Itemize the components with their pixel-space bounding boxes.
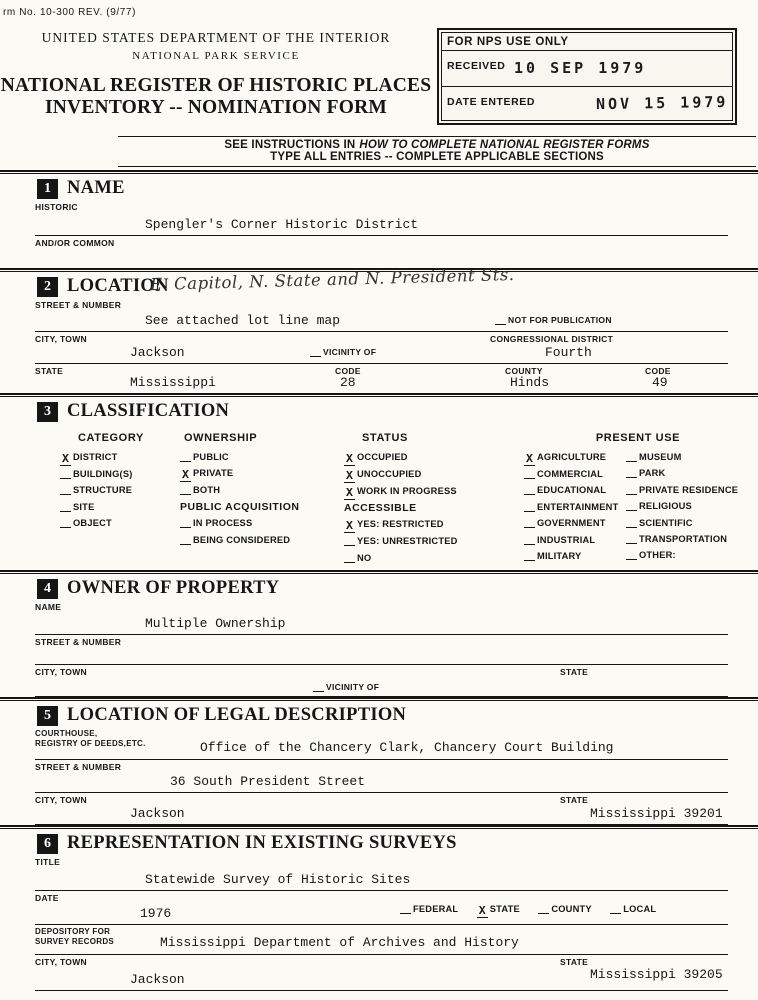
federal-checkbox xyxy=(400,903,411,914)
received-label: RECEIVED xyxy=(447,60,506,72)
courthouse-label-line2: REGISTRY OF DEEDS,ETC. xyxy=(35,739,146,748)
being-considered-mark xyxy=(180,534,191,545)
occupied-label: OCCUPIED xyxy=(357,452,408,462)
checkbox-government xyxy=(524,515,626,531)
section-3-title: CLASSIFICATION xyxy=(67,401,230,421)
vicinity-of-option xyxy=(310,346,376,357)
section-5-number: 5 xyxy=(37,706,58,726)
transportation-mark xyxy=(626,533,637,544)
received-row xyxy=(442,51,732,87)
scientific-mark xyxy=(626,517,637,528)
survey-date-field xyxy=(35,891,728,925)
owner-vicinity-label: VICINITY OF xyxy=(326,682,380,692)
common-name-field xyxy=(35,236,728,268)
survey-title-field xyxy=(35,855,728,891)
category-header: CATEGORY xyxy=(78,432,144,444)
classification-grid xyxy=(60,432,752,566)
district-mark: X xyxy=(61,453,70,466)
occupied-mark: X xyxy=(345,453,354,466)
in-process-label: IN PROCESS xyxy=(193,518,253,529)
form-title-line1: NATIONAL REGISTER OF HISTORIC PLACES xyxy=(0,75,432,96)
county-checkbox xyxy=(538,903,549,914)
legal-city-label: CITY, TOWN xyxy=(35,795,87,805)
agriculture-mark: X xyxy=(525,453,534,466)
private-residence-mark xyxy=(626,484,637,495)
federal-label: FEDERAL xyxy=(413,904,459,914)
county-code-label: CODE xyxy=(645,366,671,376)
private-mark: X xyxy=(181,469,190,483)
section-legal-description xyxy=(0,697,758,825)
local-option-label: LOCAL xyxy=(623,904,657,914)
date-entered-label: DATE ENTERED xyxy=(447,96,536,108)
vicinity-of-checkbox xyxy=(310,346,321,357)
other-label: OTHER: xyxy=(639,550,676,561)
military-mark xyxy=(524,550,535,561)
district-label: DISTRICT xyxy=(73,452,118,462)
checkbox-transportation xyxy=(626,531,752,547)
checkbox-commercial xyxy=(524,466,626,482)
instructions-manual-title: HOW TO COMPLETE NATIONAL REGISTER FORMS xyxy=(359,139,650,151)
object-mark xyxy=(60,517,71,528)
checkbox-work-in-progress xyxy=(344,483,524,500)
structure-label: STRUCTURE xyxy=(73,485,133,496)
religious-label: RELIGIOUS xyxy=(639,501,692,512)
industrial-mark xyxy=(524,534,535,545)
agriculture-label: AGRICULTURE xyxy=(537,452,607,462)
nps-box-inner xyxy=(441,32,733,121)
educational-label: EDUCATIONAL xyxy=(537,485,607,496)
legal-street-label: STREET & NUMBER xyxy=(35,762,122,772)
historic-name-field xyxy=(35,200,728,236)
checkbox-scientific xyxy=(626,515,752,531)
owner-name-value: Multiple Ownership xyxy=(145,616,286,631)
county-label: COUNTY xyxy=(505,366,543,376)
ownership-header: OWNERSHIP xyxy=(184,432,258,444)
section-6-number: 6 xyxy=(37,834,58,854)
nps-box-title-row xyxy=(442,33,732,51)
public-label: PUBLIC xyxy=(193,452,229,462)
owner-street-field xyxy=(35,635,728,665)
owner-vicinity-checkbox xyxy=(313,681,324,692)
checkbox-museum xyxy=(626,449,752,465)
state-code-value: 28 xyxy=(340,375,356,390)
buildings-mark xyxy=(60,468,71,479)
survey-title-label: TITLE xyxy=(35,857,61,867)
city-town-field xyxy=(35,332,728,364)
owner-street-label: STREET & NUMBER xyxy=(35,637,122,647)
survey-title-value: Statewide Survey of Historic Sites xyxy=(145,872,411,887)
being-considered-label: BEING CONSIDERED xyxy=(193,534,291,545)
county-option-label: COUNTY xyxy=(551,904,592,914)
section-classification xyxy=(0,393,758,570)
entertainment-label: ENTERTAINMENT xyxy=(537,501,619,512)
checkbox-educational xyxy=(524,482,626,498)
legal-street-field xyxy=(35,760,728,793)
section-2-title: LOCATION xyxy=(67,276,169,296)
survey-city-label: CITY, TOWN xyxy=(35,957,87,967)
legal-state-label: STATE xyxy=(560,795,589,805)
state-county-field xyxy=(35,364,728,393)
checkbox-buildings xyxy=(60,466,180,482)
museum-label: MUSEUM xyxy=(639,452,682,462)
section-2-header xyxy=(0,264,758,298)
checkbox-no xyxy=(344,550,524,566)
not-for-publication-option xyxy=(495,314,612,325)
checkbox-private xyxy=(180,465,344,482)
state-label: STATE xyxy=(35,366,64,376)
county-option xyxy=(538,903,591,914)
present-use-left-column xyxy=(524,449,626,564)
courthouse-field xyxy=(35,727,728,760)
owner-city-state-field xyxy=(35,665,728,697)
no-label: NO xyxy=(357,552,372,563)
vicinity-of-label: VICINITY OF xyxy=(323,347,377,357)
commercial-mark xyxy=(524,468,535,479)
private-label: PRIVATE xyxy=(193,468,234,479)
survey-level-options xyxy=(400,899,670,918)
religious-mark xyxy=(626,500,637,511)
entertainment-mark xyxy=(524,501,535,512)
checkbox-yes-restricted xyxy=(344,516,524,533)
checkbox-site xyxy=(60,499,180,515)
section-4-title: OWNER OF PROPERTY xyxy=(67,578,280,598)
industrial-label: INDUSTRIAL xyxy=(537,534,596,545)
yes-restricted-label: YES: RESTRICTED xyxy=(357,519,444,530)
owner-state-label: STATE xyxy=(560,667,589,677)
legal-state-value: Mississippi 39201 xyxy=(590,806,723,821)
section-name xyxy=(0,170,758,268)
educational-mark xyxy=(524,484,535,495)
handwritten-streets: E. Capitol, N. State and N. President Sts. xyxy=(149,264,515,295)
street-number-label: STREET & NUMBER xyxy=(35,300,122,310)
checkbox-military xyxy=(524,548,626,564)
service-title: NATIONAL PARK SERVICE xyxy=(132,50,300,62)
no-mark xyxy=(344,552,355,563)
government-mark xyxy=(524,517,535,528)
congressional-district-value: Fourth xyxy=(545,345,592,360)
section-1-title: NAME xyxy=(67,178,125,198)
transportation-label: TRANSPORTATION xyxy=(639,534,728,545)
form-number: rm No. 10-300 REV. (9/77) xyxy=(3,7,137,18)
ownership-column xyxy=(180,432,344,566)
nps-use-only-box xyxy=(437,28,737,125)
section-2-number: 2 xyxy=(37,277,58,297)
commercial-label: COMMERCIAL xyxy=(537,469,604,479)
yes-unrestricted-label: YES: UNRESTRICTED xyxy=(357,536,458,547)
checkbox-unoccupied xyxy=(344,466,524,483)
section-location xyxy=(0,264,758,393)
depository-label-line2: SURVEY RECORDS xyxy=(35,937,115,946)
checkbox-private-residence xyxy=(626,482,752,498)
local-option xyxy=(610,903,656,914)
unoccupied-label: UNOCCUPIED xyxy=(357,469,422,479)
checkbox-both xyxy=(180,482,344,498)
city-town-value: Jackson xyxy=(130,345,185,360)
instructions-banner xyxy=(118,136,756,167)
agency-header xyxy=(0,30,432,119)
survey-city-state-field xyxy=(35,955,728,991)
instructions-pre: SEE INSTRUCTIONS IN xyxy=(224,139,356,151)
historic-label: HISTORIC xyxy=(35,202,78,212)
survey-city-value: Jackson xyxy=(130,972,185,987)
depository-field xyxy=(35,925,728,955)
county-value: Hinds xyxy=(510,375,550,390)
section-owner xyxy=(0,570,758,697)
instructions-line2: TYPE ALL ENTRIES -- COMPLETE APPLICABLE SECTIONS xyxy=(270,151,604,163)
scientific-label: SCIENTIFIC xyxy=(639,517,693,528)
survey-state-label: STATE xyxy=(560,957,589,967)
common-label: AND/OR COMMON xyxy=(35,238,115,248)
site-label: SITE xyxy=(73,501,95,512)
not-for-publication-checkbox xyxy=(495,314,506,325)
nps-box-title: FOR NPS USE ONLY xyxy=(447,36,569,48)
park-label: PARK xyxy=(639,468,666,479)
owner-city-label: CITY, TOWN xyxy=(35,667,87,677)
checkbox-object xyxy=(60,515,180,531)
present-use-header: PRESENT USE xyxy=(595,432,681,444)
legal-city-value: Jackson xyxy=(130,806,185,821)
checkbox-yes-unrestricted xyxy=(344,533,524,549)
site-mark xyxy=(60,501,71,512)
checkbox-other xyxy=(626,547,752,563)
survey-state-value: Mississippi 39205 xyxy=(590,967,723,982)
checkbox-in-process xyxy=(180,515,344,531)
courthouse-value: Office of the Chancery Clark, Chancery Court Building xyxy=(200,740,614,755)
survey-date-label: DATE xyxy=(35,893,59,903)
category-column xyxy=(60,432,180,566)
museum-mark xyxy=(626,451,637,462)
buildings-label: BUILDING(S) xyxy=(73,469,133,479)
park-mark xyxy=(626,467,637,478)
street-number-field xyxy=(35,298,728,332)
checkbox-entertainment xyxy=(524,499,626,515)
checkbox-district xyxy=(60,449,180,466)
yes-unrestricted-mark xyxy=(344,535,355,546)
section-4-number: 4 xyxy=(37,579,58,599)
accessible-subheader: ACCESSIBLE xyxy=(344,502,417,514)
street-number-value: See attached lot line map xyxy=(145,313,341,328)
present-use-row xyxy=(524,449,752,564)
object-label: OBJECT xyxy=(73,518,112,529)
checkbox-public xyxy=(180,449,344,465)
depository-value: Mississippi Department of Archives and History xyxy=(160,935,519,950)
section-3-number: 3 xyxy=(37,402,58,422)
in-process-mark xyxy=(180,517,191,528)
local-checkbox xyxy=(610,903,621,914)
state-option-label: STATE xyxy=(489,904,520,914)
unoccupied-mark: X xyxy=(345,470,354,483)
checkbox-agriculture xyxy=(524,449,626,466)
checkbox-being-considered xyxy=(180,532,344,548)
section-6-title: REPRESENTATION IN EXISTING SURVEYS xyxy=(67,833,457,853)
owner-name-field xyxy=(35,600,728,635)
section-5-title: LOCATION OF LEGAL DESCRIPTION xyxy=(67,705,407,725)
federal-option xyxy=(400,903,458,914)
historic-name-value: Spengler's Corner Historic District xyxy=(145,217,419,232)
department-title: UNITED STATES DEPARTMENT OF THE INTERIOR xyxy=(41,30,391,45)
both-mark xyxy=(180,484,191,495)
military-label: MILITARY xyxy=(537,551,582,562)
checkbox-industrial xyxy=(524,532,626,548)
section-1-header xyxy=(0,174,758,200)
state-option xyxy=(477,904,520,918)
work-in-progress-mark: X xyxy=(345,487,354,500)
form-title-line2: INVENTORY -- NOMINATION FORM xyxy=(44,97,387,118)
date-entered-stamp: NOV 15 1979 xyxy=(595,92,729,114)
received-date-stamp: 10 SEP 1979 xyxy=(514,59,647,77)
present-use-right-column xyxy=(626,449,752,564)
city-town-label: CITY, TOWN xyxy=(35,334,87,344)
section-3-header xyxy=(0,397,758,423)
present-use-columns xyxy=(524,432,752,566)
section-1-number: 1 xyxy=(37,179,58,199)
depository-label-line1: DEPOSITORY FOR xyxy=(35,927,111,936)
other-mark xyxy=(626,549,637,560)
congressional-district-label: CONGRESSIONAL DISTRICT xyxy=(490,334,614,344)
private-residence-label: PRIVATE RESIDENCE xyxy=(639,484,739,495)
date-entered-row xyxy=(442,87,732,120)
legal-city-state-field xyxy=(35,793,728,825)
status-header: STATUS xyxy=(362,432,408,444)
instructions-line1 xyxy=(118,139,756,151)
checkbox-occupied xyxy=(344,449,524,466)
legal-street-value: 36 South President Street xyxy=(170,774,366,789)
section-surveys xyxy=(0,825,758,1000)
state-code-label: CODE xyxy=(335,366,361,376)
yes-restricted-mark: X xyxy=(345,520,354,534)
courthouse-label-line1: COURTHOUSE, xyxy=(35,729,98,738)
both-label: BOTH xyxy=(193,485,221,496)
checkbox-religious xyxy=(626,498,752,514)
status-column xyxy=(344,432,524,566)
checkbox-structure xyxy=(60,482,180,498)
owner-name-label: NAME xyxy=(35,602,62,612)
government-label: GOVERNMENT xyxy=(537,518,606,529)
checkbox-park xyxy=(626,465,752,481)
section-6-header xyxy=(0,829,758,855)
structure-mark xyxy=(60,484,71,495)
state-checkbox: X xyxy=(478,905,486,918)
survey-date-value: 1976 xyxy=(140,906,172,921)
public-mark xyxy=(180,451,191,462)
public-acquisition-subheader: PUBLIC ACQUISITION xyxy=(180,500,300,513)
owner-vicinity-option xyxy=(313,681,379,692)
state-value: Mississippi xyxy=(130,375,216,390)
work-in-progress-label: WORK IN PROGRESS xyxy=(357,486,457,496)
section-4-header xyxy=(0,574,758,600)
section-5-header xyxy=(0,701,758,727)
not-for-publication-label: NOT FOR PUBLICATION xyxy=(508,315,612,325)
county-code-value: 49 xyxy=(652,375,668,390)
